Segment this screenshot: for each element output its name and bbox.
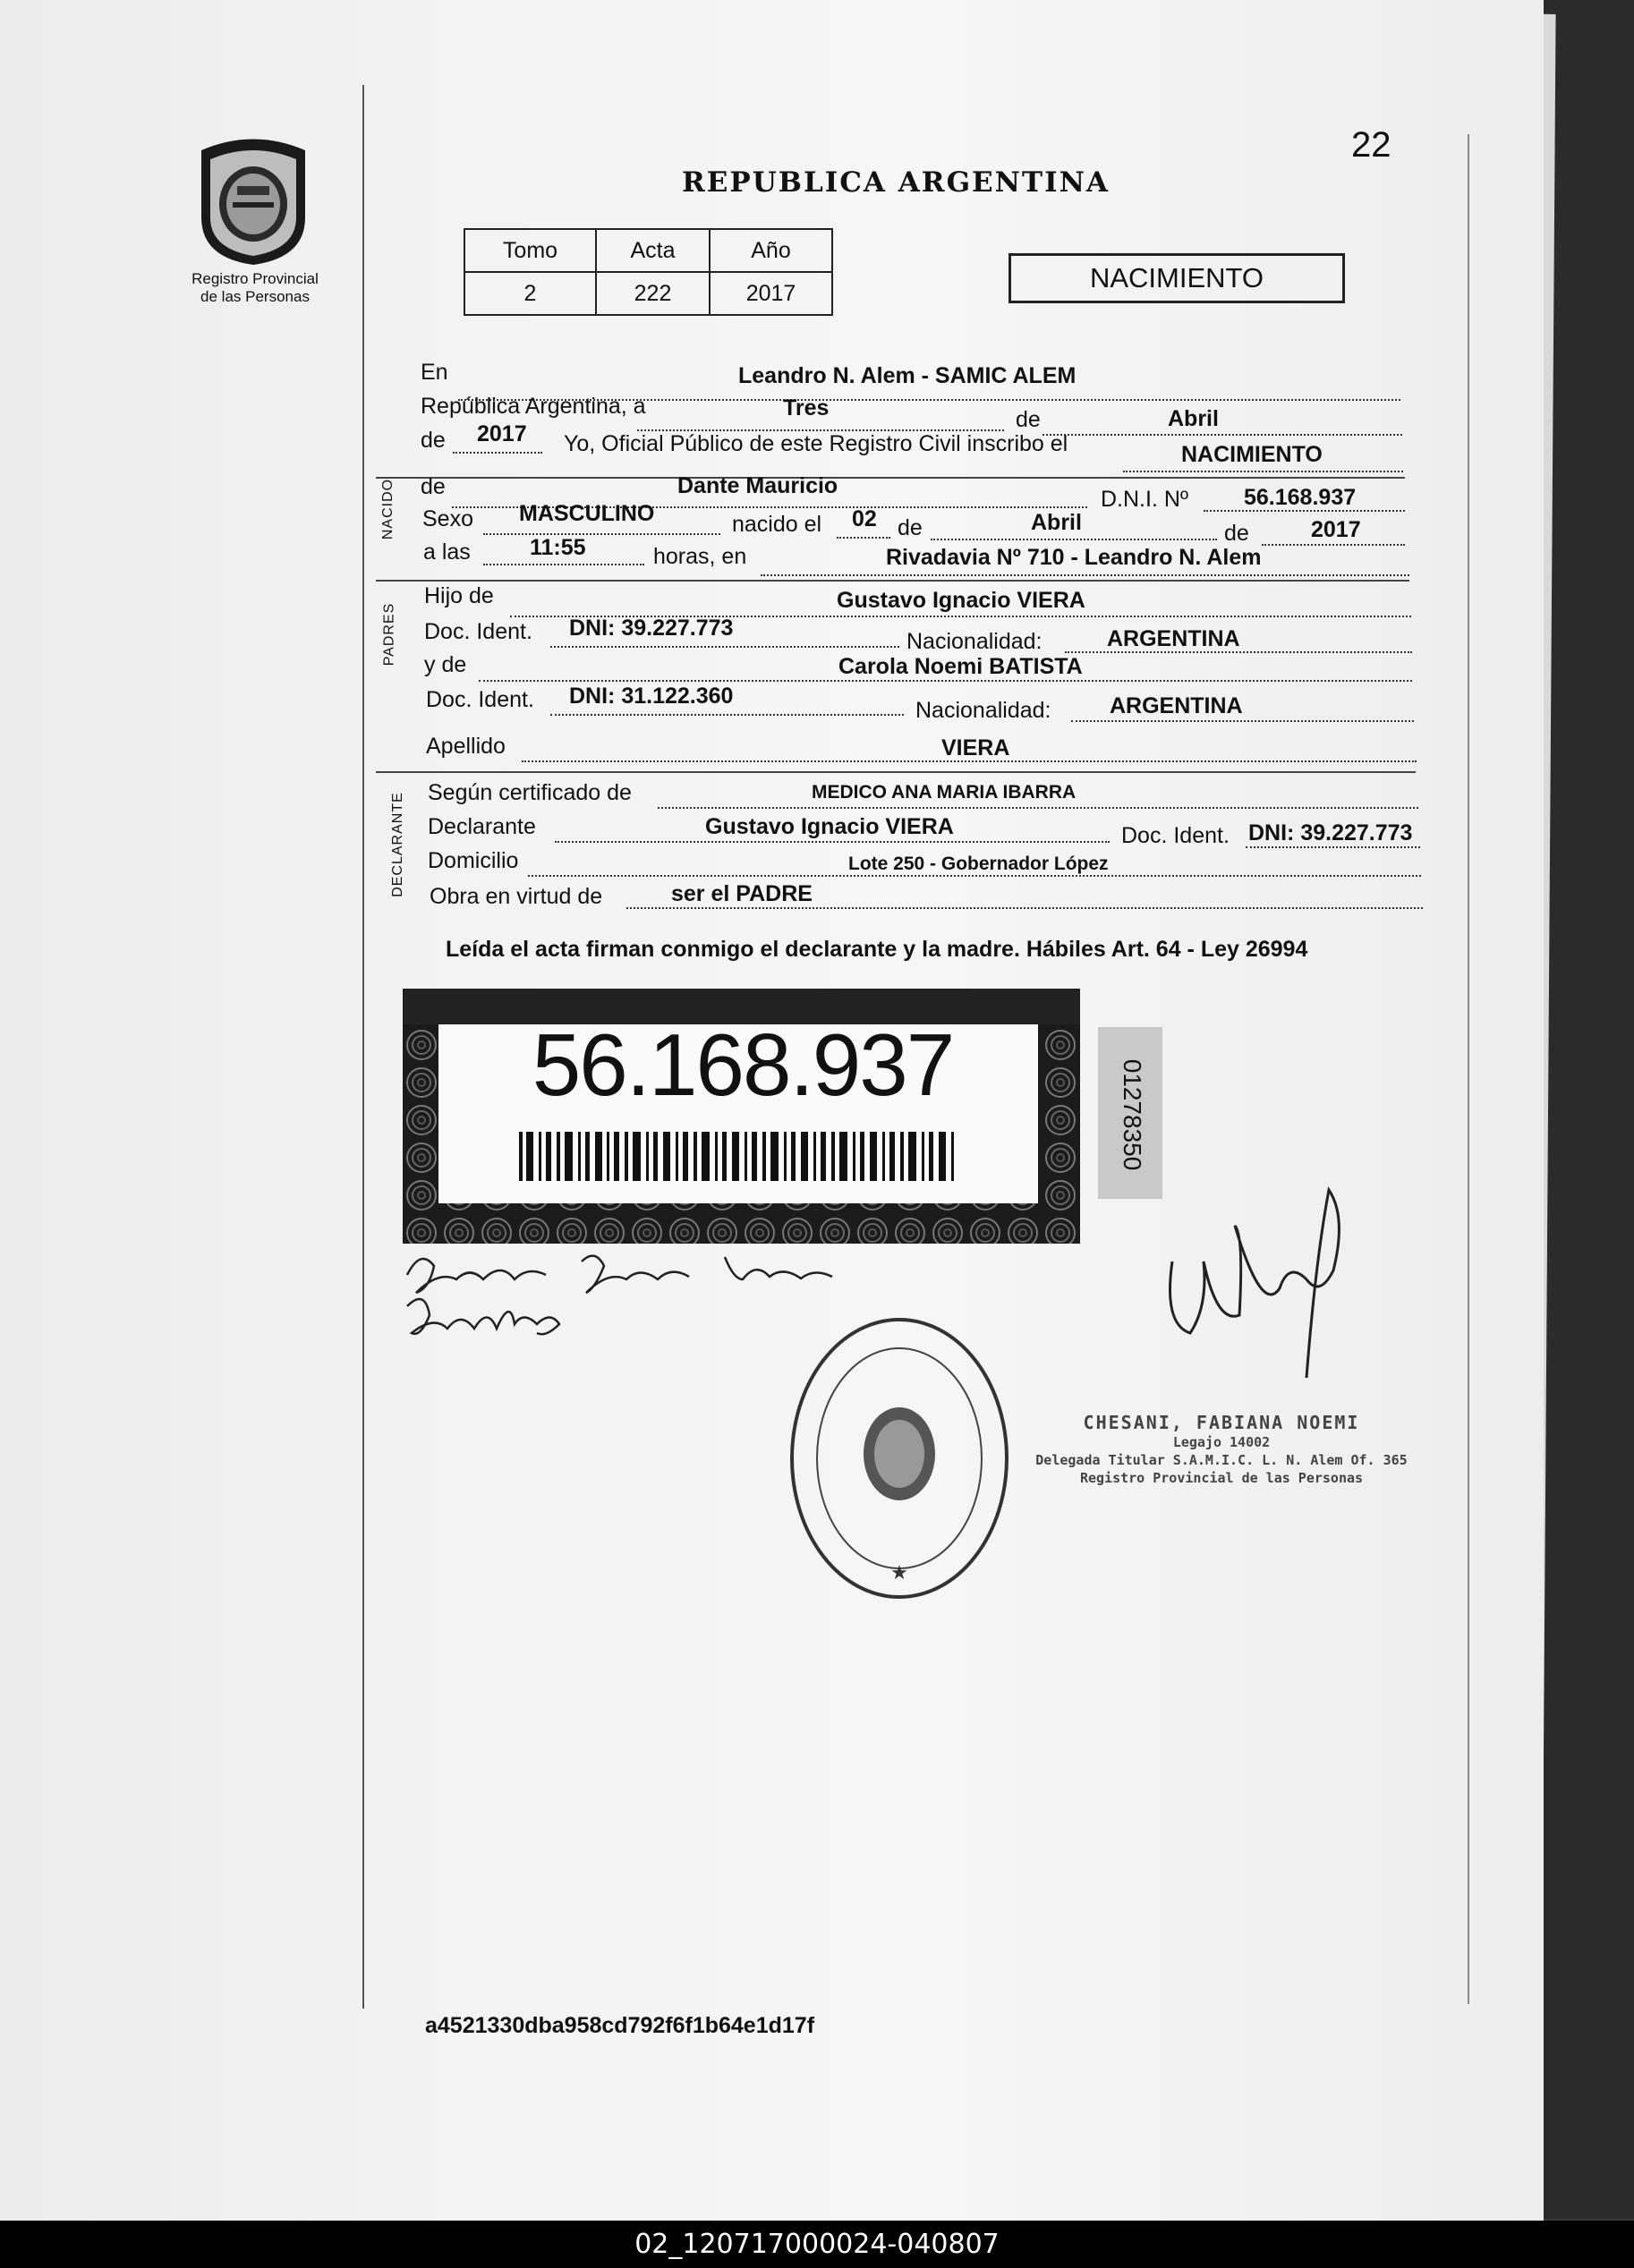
value-acta: 222 bbox=[596, 272, 710, 315]
label-obra: Obra en virtud de bbox=[430, 884, 603, 909]
value-father-doc: DNI: 39.227.773 bbox=[569, 616, 734, 641]
value-mother-nationality: ARGENTINA bbox=[1110, 693, 1243, 718]
official-legajo: Legajo 14002 bbox=[1172, 1434, 1271, 1450]
value-ano: 2017 bbox=[710, 272, 832, 315]
record-type-box: NACIMIENTO bbox=[1008, 253, 1345, 303]
value-birth-time: 11:55 bbox=[530, 535, 586, 560]
page-number: 22 bbox=[1351, 125, 1391, 165]
emblem-caption bbox=[152, 270, 358, 306]
value-father-nationality: ARGENTINA bbox=[1107, 626, 1240, 651]
dotted-line bbox=[483, 533, 720, 535]
emblem-caption-line2: de las Personas bbox=[200, 288, 310, 305]
value-record: NACIMIENTO bbox=[1181, 442, 1323, 467]
label-en: En bbox=[421, 360, 448, 385]
label-declarante: Declarante bbox=[428, 814, 536, 839]
section-label-declarante: DECLARANTE bbox=[389, 792, 405, 897]
official-role: Delegada Titular S.A.M.I.C. L. N. Alem Of. 365 bbox=[1035, 1452, 1408, 1468]
label-father-doc: Doc. Ident. bbox=[424, 619, 532, 644]
value-surname: VIERA bbox=[941, 735, 1010, 760]
dotted-line bbox=[1043, 434, 1402, 436]
dotted-line bbox=[658, 807, 1418, 809]
value-father-name: Gustavo Ignacio VIERA bbox=[837, 588, 1085, 613]
document-hash: a4521330dba958cd792f6f1b64e1d17f bbox=[425, 2013, 815, 2038]
official-stamp bbox=[783, 1311, 1016, 1606]
label-father-nationality: Nacionalidad: bbox=[906, 629, 1043, 654]
label-nacido-el: nacido el bbox=[732, 512, 822, 537]
label-de-name: de bbox=[421, 474, 446, 499]
dotted-line bbox=[483, 564, 644, 565]
dotted-line bbox=[931, 539, 1217, 540]
section-label-padres: PADRES bbox=[381, 602, 397, 667]
label-mother-nationality: Nacionalidad: bbox=[915, 698, 1051, 723]
mother-initials-signature bbox=[403, 1288, 582, 1351]
svg-text:★: ★ bbox=[890, 1561, 908, 1584]
value-place: Leandro N. Alem - SAMIC ALEM bbox=[738, 363, 1077, 388]
official-registry: Registro Provincial de las Personas bbox=[1079, 1470, 1364, 1486]
label-sexo: Sexo bbox=[422, 506, 473, 531]
section-divider bbox=[376, 580, 1409, 582]
label-de-year: de bbox=[421, 428, 446, 453]
dotted-line bbox=[761, 574, 1409, 576]
label-de-month: de bbox=[898, 515, 923, 540]
value-declarant-doc: DNI: 39.227.773 bbox=[1248, 820, 1413, 845]
value-birth-year: 2017 bbox=[1311, 517, 1361, 542]
value-declarant: Gustavo Ignacio VIERA bbox=[705, 814, 954, 839]
dotted-line bbox=[453, 452, 542, 454]
value-mother-doc: DNI: 31.122.360 bbox=[569, 684, 734, 709]
header-ano: Año bbox=[710, 229, 832, 272]
label-de: de bbox=[1016, 407, 1041, 432]
value-sex: MASCULINO bbox=[519, 501, 655, 526]
label-y-de: y de bbox=[424, 652, 467, 677]
dotted-line bbox=[1123, 471, 1403, 472]
label-yo: Yo, Oficial Público de este Registro Civil inscribo el bbox=[564, 431, 1068, 456]
label-a-las: a las bbox=[423, 539, 471, 565]
official-signature bbox=[1154, 1181, 1360, 1405]
dotted-line bbox=[626, 907, 1423, 909]
value-address: Lote 250 - Gobernador López bbox=[848, 854, 1109, 874]
dotted-line bbox=[528, 875, 1421, 877]
dotted-line bbox=[1246, 846, 1420, 848]
value-year: 2017 bbox=[477, 421, 527, 446]
dotted-line bbox=[555, 841, 1110, 843]
label-apellido: Apellido bbox=[426, 734, 506, 759]
label-segun: Según certificado de bbox=[428, 780, 632, 805]
dotted-line bbox=[837, 537, 890, 539]
label-republica: República Argentina, a bbox=[421, 394, 646, 419]
dotted-line bbox=[1262, 544, 1405, 546]
value-mother-name: Carola Noemi BATISTA bbox=[838, 654, 1083, 679]
document-title: REPUBLICA ARGENTINA bbox=[682, 166, 1110, 199]
label-mother-doc: Doc. Ident. bbox=[426, 687, 534, 712]
official-signature-block bbox=[1029, 1412, 1414, 1487]
section-divider bbox=[376, 477, 1405, 479]
dotted-line bbox=[550, 646, 899, 648]
value-month-words: Abril bbox=[1168, 406, 1219, 431]
dotted-line bbox=[550, 714, 904, 716]
province-emblem-icon bbox=[188, 132, 319, 267]
footer-id-bar: 02_120717000024-040807 bbox=[0, 2221, 1634, 2268]
header-acta: Acta bbox=[596, 229, 710, 272]
value-birth-place: Rivadavia Nº 710 - Leandro N. Alem bbox=[886, 545, 1262, 570]
label-de-birth-year: de bbox=[1224, 521, 1249, 546]
label-dni: D.N.I. Nº bbox=[1101, 487, 1189, 512]
left-margin-rule bbox=[362, 85, 364, 2009]
header-tomo: Tomo bbox=[464, 229, 596, 272]
value-birth-month: Abril bbox=[1031, 510, 1082, 535]
section-label-nacido: NACIDO bbox=[380, 478, 396, 540]
value-tomo: 2 bbox=[464, 272, 596, 315]
emblem-caption-line1: Registro Provincial bbox=[191, 270, 319, 287]
value-certificate: MEDICO ANA MARIA IBARRA bbox=[812, 782, 1077, 803]
value-day-words: Tres bbox=[783, 395, 830, 420]
dni-label-number: 56.168.937 bbox=[532, 1015, 954, 1114]
label-domicilio: Domicilio bbox=[428, 848, 519, 873]
label-declarant-doc: Doc. Ident. bbox=[1121, 823, 1230, 848]
dotted-line bbox=[479, 680, 1412, 682]
dotted-line bbox=[1071, 720, 1414, 722]
value-child-dni: 56.168.937 bbox=[1244, 485, 1357, 510]
official-name: CHESANI, FABIANA NOEMI bbox=[1083, 1412, 1360, 1433]
value-birth-day: 02 bbox=[852, 506, 877, 531]
section-divider bbox=[376, 771, 1416, 773]
label-hijo-de: Hijo de bbox=[424, 583, 494, 608]
registry-table bbox=[464, 228, 833, 316]
right-margin-rule bbox=[1468, 134, 1469, 2004]
value-child-name: Dante Mauricio bbox=[677, 473, 838, 498]
value-by-virtue: ser el PADRE bbox=[671, 881, 813, 906]
closing-statement: Leída el acta firman conmigo el declarante y la madre. Hábiles Art. 64 - Ley 26994 bbox=[446, 937, 1308, 962]
label-horas-en: horas, en bbox=[653, 544, 747, 569]
serial-number: 01278350 bbox=[1119, 1058, 1146, 1171]
